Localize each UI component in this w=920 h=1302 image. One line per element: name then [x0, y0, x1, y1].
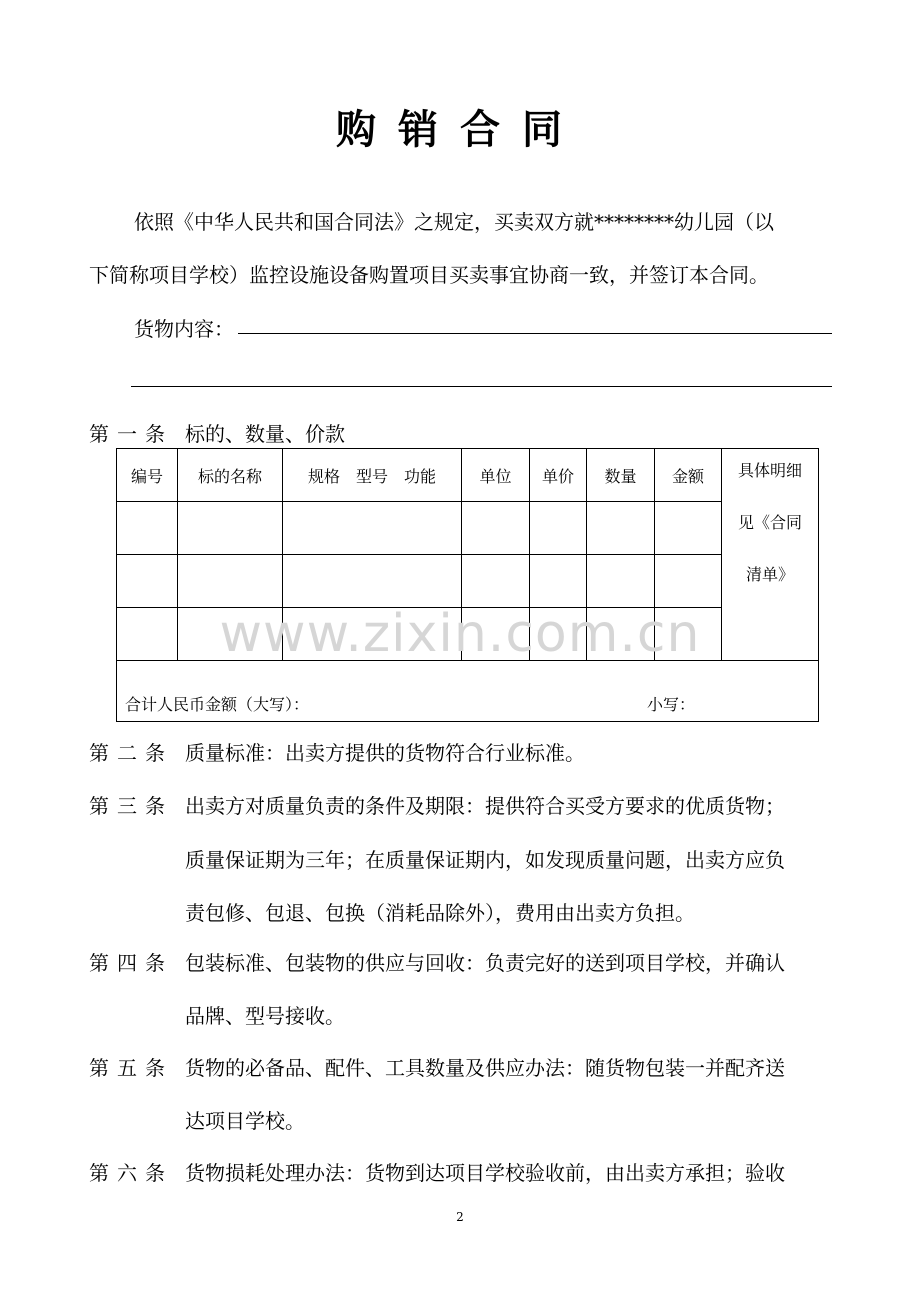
goods-label: 货物内容： [134, 317, 234, 341]
header-unit: 单位 [462, 449, 530, 502]
table-cell[interactable] [283, 608, 462, 661]
total-cell [117, 661, 819, 722]
table-row [117, 502, 819, 555]
article-text: 货物损耗处理办法：货物到达项目学校验收前，由出卖方承担；验收 [185, 1161, 785, 1185]
article-number: 第一条 [89, 422, 173, 446]
header-spec: 规格 型号 功能 [283, 449, 462, 502]
goods-underline-2 [131, 386, 832, 387]
article-number: 第三条 [89, 794, 173, 818]
watermark: www.zixin.com.cn [219, 604, 701, 664]
page-number: 2 [456, 1210, 464, 1224]
article-text: 质量标准：出卖方提供的货物符合行业标准。 [185, 741, 585, 765]
header-amount: 金额 [655, 449, 722, 502]
table-cell[interactable] [530, 502, 587, 555]
table-cell[interactable] [283, 502, 462, 555]
header-qty: 数量 [587, 449, 655, 502]
article-4-line-2: 品牌、型号接收。 [185, 1004, 345, 1028]
intro-line-2: 下简称项目学校）监控设施设备购置项目买卖事宜协商一致，并签订本合同。 [89, 263, 769, 287]
document-title: 购销合同 [336, 107, 584, 153]
table-cell[interactable] [462, 608, 530, 661]
article-number: 第五条 [89, 1056, 173, 1080]
table-cell[interactable] [117, 555, 178, 608]
side-note-line: 见《合同 [737, 513, 802, 532]
table-cell[interactable] [655, 502, 722, 555]
side-note-cell [722, 449, 819, 661]
article-text: 出卖方对质量负责的条件及期限：提供符合买受方要求的优质货物； [185, 794, 785, 818]
intro-line-1: 依照《中华人民共和国合同法》之规定，买卖双方就********幼儿园（以 [134, 210, 774, 234]
article-5 [89, 1052, 785, 1081]
table-cell[interactable] [117, 608, 178, 661]
side-note-line: 具体明细 [737, 461, 802, 480]
table-cell[interactable] [587, 608, 655, 661]
table-cell[interactable] [530, 608, 587, 661]
table-total-row [117, 661, 819, 722]
table-header-row [117, 449, 819, 502]
table-cell[interactable] [462, 555, 530, 608]
side-note-line: 清单》 [745, 565, 794, 584]
article-number: 第六条 [89, 1161, 173, 1185]
table-cell[interactable] [283, 555, 462, 608]
article-3 [89, 790, 785, 819]
goods-table [116, 448, 819, 722]
total-small-label: 小写： [647, 695, 696, 714]
header-name: 标的名称 [178, 449, 283, 502]
table-cell[interactable] [117, 502, 178, 555]
table-cell[interactable] [655, 555, 722, 608]
article-text: 货物的必备品、配件、工具数量及供应办法：随货物包装一并配齐送 [185, 1056, 785, 1080]
header-price: 单价 [530, 449, 587, 502]
article-number: 第二条 [89, 741, 173, 765]
article-3-line-2: 质量保证期为三年；在质量保证期内，如发现质量问题，出卖方应负 [185, 848, 785, 872]
article-4 [89, 947, 785, 976]
goods-underline-1 [238, 333, 832, 334]
table-row [117, 555, 819, 608]
article-1 [89, 418, 345, 447]
article-number: 第四条 [89, 951, 173, 975]
table-row [117, 608, 819, 661]
article-6 [89, 1157, 785, 1186]
table-cell[interactable] [587, 502, 655, 555]
article-5-line-2: 达项目学校。 [185, 1109, 305, 1133]
article-3-line-3: 责包修、包退、包换（消耗品除外），费用由出卖方负担。 [185, 901, 695, 925]
table-cell[interactable] [178, 502, 283, 555]
table-cell[interactable] [530, 555, 587, 608]
table-cell[interactable] [178, 555, 283, 608]
article-2 [89, 737, 585, 766]
table-cell[interactable] [587, 555, 655, 608]
article-text: 包装标准、包装物的供应与回收：负责完好的送到项目学校，并确认 [185, 951, 785, 975]
article-text: 标的、数量、价款 [185, 422, 345, 446]
header-no: 编号 [117, 449, 178, 502]
table-cell[interactable] [462, 502, 530, 555]
table-cell[interactable] [655, 608, 722, 661]
total-label: 合计人民币金额（大写）： [125, 695, 310, 714]
table-cell[interactable] [178, 608, 283, 661]
